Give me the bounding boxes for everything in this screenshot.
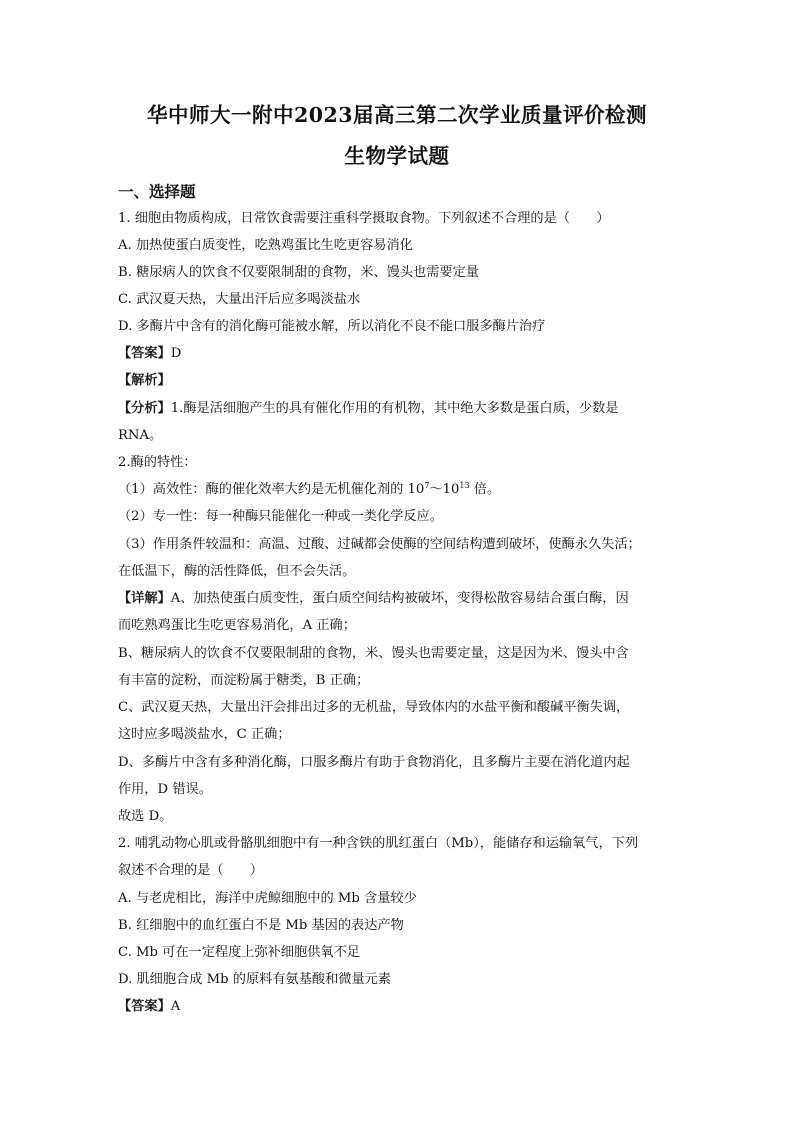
fenxi-text-1: 1.酶是活细胞产生的具有催化作用的有机物，其中绝大多数是蛋白质，少数是 bbox=[170, 401, 619, 416]
question-2-option-c: C. Mb 可在一定程度上弥补细胞供氧不足 bbox=[118, 945, 360, 960]
question-2-option-b: B. 红细胞中的血红蛋白不是 Mb 基因的表达产物 bbox=[118, 918, 404, 933]
answer-tag: 【答案】 bbox=[118, 999, 171, 1014]
section-heading: 一、选择题 bbox=[118, 182, 196, 201]
enzyme-trait-2: （2）专一性：每一种酶只能催化一种或一类化学反应。 bbox=[118, 509, 443, 524]
enzyme-trait-3b: 在低温下，酶的活性降低，但不会失活。 bbox=[118, 564, 356, 579]
xiangjie-tag: 【详解】 bbox=[118, 591, 171, 606]
question-1-conclusion: 故选 D。 bbox=[118, 809, 173, 824]
question-2-answer bbox=[118, 998, 180, 1016]
fenxi-tag: 【分析】 bbox=[118, 401, 171, 416]
question-1-answer bbox=[118, 345, 181, 363]
enzyme-trait-1 bbox=[118, 481, 500, 499]
detail-a-line-2: 而吃熟鸡蛋比生吃更容易消化，A 正确； bbox=[118, 618, 356, 633]
detail-a-line-1 bbox=[118, 590, 629, 608]
enzyme-trait-3a: （3）作用条件较温和：高温、过酸、过碱都会使酶的空间结构遭到破坏，使酶永久失活； bbox=[118, 537, 641, 552]
analysis-tag bbox=[118, 372, 171, 390]
question-1-option-a: A. 加热使蛋白质变性，吃熟鸡蛋比生吃更容易消化 bbox=[118, 238, 413, 253]
trait1-exp1: 7 bbox=[424, 481, 430, 490]
fenxi-line-1 bbox=[118, 400, 619, 418]
trait1-pre: （1）高效性：酶的催化效率大约是无机催化剂的 10 bbox=[118, 482, 425, 497]
exam-subtitle: 生物学试题 bbox=[344, 144, 450, 168]
question-1-option-d: D. 多酶片中含有的消化酶可能被水解，所以消化不良不能口服多酶片治疗 bbox=[118, 319, 546, 334]
trait1-mid: ～10 bbox=[429, 482, 460, 497]
detail-d-line-2: 作用，D 错误。 bbox=[118, 782, 212, 797]
detail-c-line-2: 这时应多喝淡盐水，C 正确； bbox=[118, 727, 291, 742]
fenxi-line-2: RNA。 bbox=[118, 428, 163, 443]
analysis-label: 【解析】 bbox=[118, 373, 171, 388]
trait1-post: 倍。 bbox=[469, 482, 501, 497]
fenxi-line-3: 2.酶的特性： bbox=[118, 455, 197, 470]
detail-d-line-1: D、多酶片中含有多种消化酶，口服多酶片有助于食物消化，且多酶片主要在消化道内起 bbox=[118, 755, 630, 770]
answer-value: D bbox=[170, 346, 182, 361]
question-2-stem-1: 2. 哺乳动物心肌或骨骼肌细胞中有一种含铁的肌红蛋白（Mb），能储存和运输氧气，下列 bbox=[118, 836, 639, 851]
answer-tag: 【答案】 bbox=[118, 346, 171, 361]
detail-b-line-2: 有丰富的淀粉，而淀粉属于糖类，B 正确； bbox=[118, 673, 370, 688]
question-2-stem-2: 叙述不合理的是（ ） bbox=[118, 863, 264, 878]
trait1-exp2: 13 bbox=[459, 481, 470, 490]
question-2-option-d: D. 肌细胞合成 Mb 的原料有氨基酸和微量元素 bbox=[118, 972, 392, 987]
detail-c-line-1: C、武汉夏天热，大量出汗会排出过多的无机盐，导致体内的水盐平衡和酸碱平衡失调， bbox=[118, 700, 630, 715]
detail-a-text-1: A、加热使蛋白质变性，蛋白质空间结构被破坏，变得松散容易结合蛋白酶，因 bbox=[170, 591, 629, 606]
question-1-option-b: B. 糖尿病人的饮食不仅要限制甜的食物，米、馒头也需要定量 bbox=[118, 265, 479, 280]
detail-b-line-1: B、糖尿病人的饮食不仅要限制甜的食物，米、馒头也需要定量，这是因为米、馒头中含 bbox=[118, 646, 629, 661]
exam-title: 华中师大一附中2023届高三第二次学业质量评价检测 bbox=[146, 103, 648, 127]
answer-value: A bbox=[170, 999, 181, 1014]
question-1-stem: 1. 细胞由物质构成，日常饮食需要注重科学摄取食物。下列叙述不合理的是（ ） bbox=[118, 211, 610, 226]
question-2-option-a: A. 与老虎相比，海洋中虎鲸细胞中的 Mb 含量较少 bbox=[118, 891, 417, 906]
question-1-option-c: C. 武汉夏天热，大量出汗后应多喝淡盐水 bbox=[118, 292, 361, 307]
